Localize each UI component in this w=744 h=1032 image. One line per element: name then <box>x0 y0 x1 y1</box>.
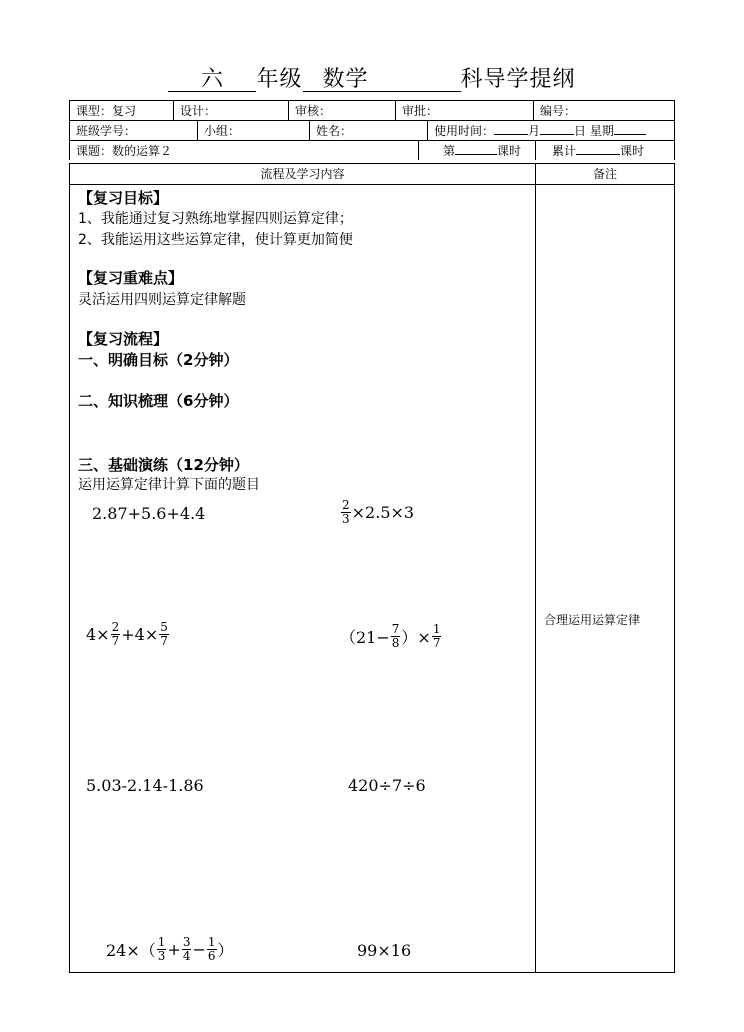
step-3-instruction: 运用运算定律计算下面的题目 <box>78 477 260 493</box>
problem-3 <box>86 616 170 652</box>
numerator: 3 <box>182 934 191 949</box>
expression-text: ×2.5×3 <box>351 502 415 522</box>
expression-text: 24×（ <box>106 940 156 960</box>
operator: − <box>192 939 206 959</box>
fraction <box>391 623 401 650</box>
fraction <box>111 621 121 648</box>
remark-text: 合理运用运算定律 <box>544 613 641 627</box>
numerator: 5 <box>160 619 168 634</box>
numerator: 1 <box>157 934 166 949</box>
numerator: 1 <box>432 621 441 636</box>
numerator: 7 <box>391 621 400 636</box>
group-field: 小组： <box>198 121 310 140</box>
grade-blank: 六 <box>168 69 256 92</box>
fraction <box>182 936 192 963</box>
goal-item-1: 1、我能通过复习熟练地掌握四则运算定律； <box>78 211 353 227</box>
cumulative-blank <box>576 142 620 155</box>
period-suffix: 课时 <box>497 144 522 158</box>
fraction <box>157 936 167 963</box>
header-row-3 <box>69 140 675 160</box>
goal-item-2: 2、我能运用这些运算定律，使计算更加简便 <box>78 232 353 248</box>
cumulative-field <box>536 141 674 160</box>
denominator: 8 <box>391 635 400 650</box>
problem-1: 2.87+5.6+4.4 <box>92 503 206 523</box>
remarks-column-header: 备注 <box>592 167 617 181</box>
period-field <box>419 141 536 160</box>
fraction <box>341 499 351 526</box>
page-title <box>0 62 744 93</box>
expression-text: +4× <box>121 624 159 644</box>
flow-heading: 【复习流程】 <box>78 330 169 348</box>
subject-blank: 数学 <box>303 69 389 92</box>
content-table <box>69 163 675 973</box>
approver-field: 审批： <box>396 101 534 120</box>
goal-heading: 【复习目标】 <box>78 189 169 207</box>
expression-text: ） <box>217 940 234 960</box>
expression-text: （21− <box>340 627 390 647</box>
numerator: 1 <box>207 934 216 949</box>
grade-suffix: 年级 <box>256 67 303 92</box>
step-3-heading: 三、基础演练（12分钟） <box>78 456 249 474</box>
fraction <box>159 621 169 648</box>
denominator: 7 <box>111 633 120 648</box>
denominator: 7 <box>432 635 441 650</box>
period-blank <box>455 142 497 155</box>
period-prefix: 第 <box>443 144 456 158</box>
denominator: 6 <box>207 948 216 963</box>
denominator: 3 <box>157 948 166 963</box>
usage-time-label: 使用时间： <box>434 124 495 138</box>
content-column-header: 流程及学习内容 <box>260 167 345 181</box>
month-blank <box>494 122 528 135</box>
operator: + <box>167 939 181 959</box>
expression-text: ）× <box>401 627 431 647</box>
topic-field: 课题：数的运算２ <box>70 141 419 160</box>
weekday-label: 日 星期 <box>574 124 614 138</box>
problem-2 <box>340 494 414 530</box>
problem-6: 420÷7÷6 <box>348 775 426 795</box>
problem-8: 99×16 <box>357 940 412 960</box>
subject-underline <box>389 69 461 92</box>
class-id-field: 班级学号： <box>70 121 198 140</box>
problem-4 <box>340 618 442 654</box>
usage-time-field <box>428 121 674 140</box>
column-divider <box>535 164 536 972</box>
problem-7 <box>106 931 234 967</box>
lesson-type: 课型：复习 <box>70 101 174 120</box>
name-field: 姓名： <box>310 121 428 140</box>
header-divider <box>70 184 674 185</box>
number-field: 编号： <box>540 104 577 118</box>
title-suffix: 科导学提纲 <box>460 67 576 92</box>
key-points-heading: 【复习重难点】 <box>78 269 184 287</box>
fraction <box>207 936 217 963</box>
header-row-2 <box>69 120 675 140</box>
day-blank <box>540 122 574 135</box>
cumulative-prefix: 累计 <box>552 144 577 158</box>
reviewer-field: 审核： <box>289 101 396 120</box>
fraction <box>432 623 442 650</box>
numerator: 2 <box>342 497 350 512</box>
denominator: 3 <box>342 511 350 526</box>
denominator: 4 <box>182 948 191 963</box>
numerator: 2 <box>111 619 120 634</box>
problem-5: 5.03-2.14-1.86 <box>86 775 204 795</box>
designer-field: 设计： <box>174 101 289 120</box>
step-2-heading: 二、知识梳理（6分钟） <box>78 392 239 410</box>
expression-text: 4× <box>86 624 110 644</box>
step-1-heading: 一、明确目标（2分钟） <box>78 351 239 369</box>
cumulative-suffix: 课时 <box>620 144 645 158</box>
header-row-1 <box>69 100 675 120</box>
month-label: 月 <box>528 124 541 138</box>
weekday-blank <box>614 122 646 135</box>
key-points-text: 灵活运用四则运算定律解题 <box>78 292 246 308</box>
denominator: 7 <box>160 633 168 648</box>
